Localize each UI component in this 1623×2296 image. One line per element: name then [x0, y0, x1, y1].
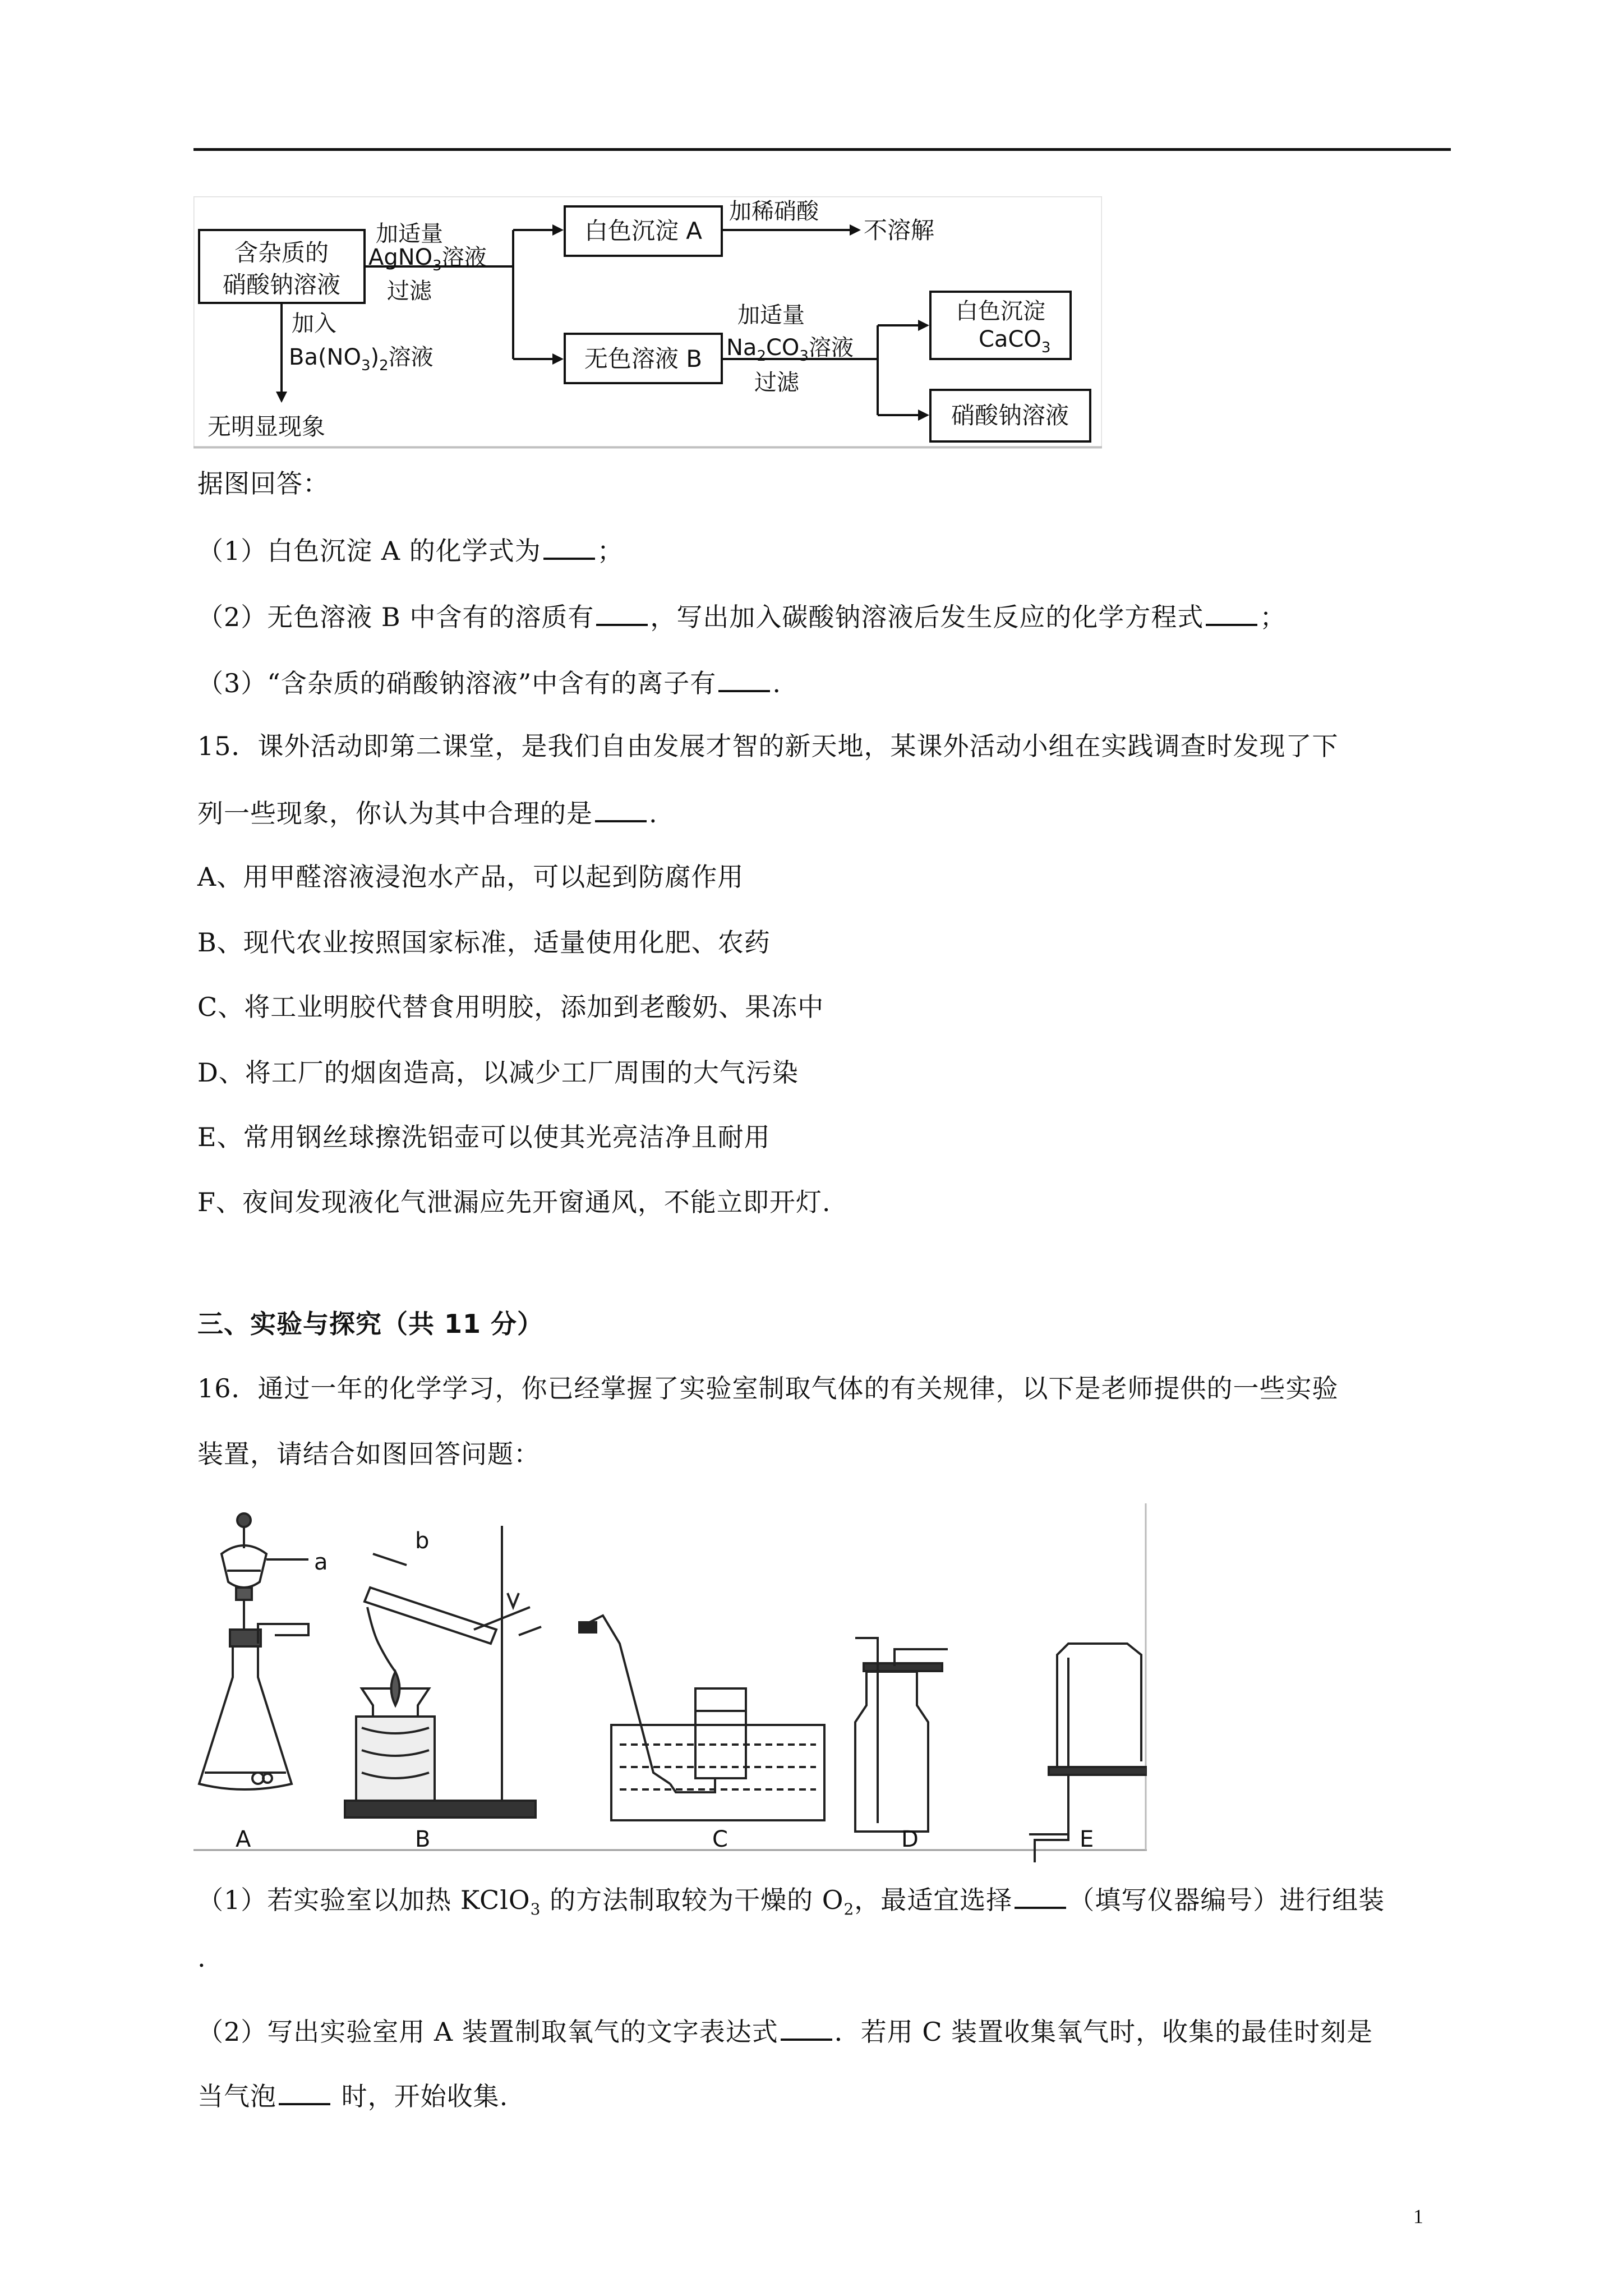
- apparatus-label-b: B: [415, 1826, 431, 1852]
- start-box-line1: 含杂质的: [234, 239, 329, 266]
- apparatus-label-e: E: [1080, 1826, 1094, 1852]
- answer-blank[interactable]: [279, 2078, 330, 2105]
- acid-label: 加稀硝酸: [729, 199, 819, 224]
- step1-label-3: 过滤: [387, 278, 432, 304]
- solution-b-label: 无色溶液 B: [584, 345, 703, 372]
- q16-part1-text: （1）若实验室以加热 KClO: [197, 1885, 531, 1915]
- q16-stem-line2: 装置，请结合如图回答问题：: [197, 1439, 540, 1469]
- q14-part1-end: ；: [597, 536, 624, 566]
- answer-blank[interactable]: [781, 2014, 832, 2041]
- nano3-label: 硝酸钠溶液: [951, 402, 1069, 429]
- q15-option-a: A、用甲醛溶液浸泡水产品，可以起到防腐作用: [197, 862, 744, 892]
- answer-blank[interactable]: [543, 533, 595, 560]
- q16-part1: [197, 1882, 1385, 1926]
- q16-part2-text2: ．若用 C 装置收集氧气时，收集的最佳时刻是: [834, 2017, 1373, 2047]
- part-label-b: b: [415, 1528, 430, 1554]
- step1-label-1: 加适量: [376, 221, 443, 247]
- down-label-2: $Ba(NO_3)_2$溶液: [289, 344, 434, 374]
- down-label-1: 加入: [292, 311, 336, 337]
- q14-part3-text: （3）“含杂质的硝酸钠溶液”中含有的离子有: [197, 668, 717, 698]
- q16-part2: [197, 2014, 1373, 2049]
- q14-part1: [197, 533, 624, 568]
- q15-option-b: B、现代农业按照国家标准，适量使用化肥、农药: [197, 927, 771, 958]
- q14-intro: 据图回答：: [197, 468, 329, 499]
- start-box-line2: 硝酸钠溶液: [222, 271, 341, 298]
- apparatus-label-a: A: [236, 1826, 251, 1852]
- q16-part1-text3: ，最适宜选择: [854, 1885, 1013, 1915]
- apparatus-label-c: C: [712, 1826, 728, 1852]
- q14-part3-end: .: [772, 668, 781, 698]
- q15-stem-text: 列一些现象，你认为其中合理的是: [197, 798, 593, 829]
- q16-part2-line2: [197, 2078, 508, 2113]
- q14-part2-end: ；: [1260, 602, 1287, 632]
- purification-flowchart: [193, 196, 1102, 449]
- answer-blank[interactable]: [1015, 1882, 1066, 1909]
- part-label-a: a: [314, 1549, 328, 1575]
- q14-part2-text2: ，写出加入碳酸钠溶液后发生反应的化学方程式: [650, 602, 1204, 632]
- answer-blank[interactable]: [596, 599, 648, 626]
- q14-part2: [197, 599, 1286, 634]
- q16-part2b-end: 时，开始收集.: [333, 2081, 509, 2111]
- q14-part3: [197, 665, 781, 700]
- step2-label-2: $Na_2CO_3$溶液: [726, 335, 854, 365]
- q15-stem-end: .: [649, 798, 658, 829]
- answer-blank[interactable]: [1206, 599, 1257, 626]
- header-rule: [193, 148, 1451, 151]
- caco3-label-2: CaCO$_3$: [979, 326, 1051, 356]
- answer-blank[interactable]: [595, 795, 647, 822]
- q15-option-d: D、将工厂的烟囱造高，以减少工厂周围的大气污染: [197, 1057, 799, 1088]
- acid-result: 不溶解: [864, 217, 935, 244]
- q16-part1-text4: （填写仪器编号）进行组装: [1068, 1885, 1385, 1915]
- q14-part1-text: （1）白色沉淀 A 的化学式为: [197, 536, 541, 566]
- q15-stem-line1: 15．课外活动即第二课堂，是我们自由发展才智的新天地，某课外活动小组在实践调查时发现了下: [197, 731, 1339, 761]
- step1-label-2: AgNO$_3$溶液: [368, 245, 487, 274]
- section-3-title: 三、实验与探究（共 11 分）: [197, 1309, 544, 1339]
- down-result: 无明显现象: [208, 413, 326, 440]
- q16-part2b-text: 当气泡: [197, 2081, 276, 2111]
- q16-stem-line1: 16．通过一年的化学学习，你已经掌握了实验室制取气体的有关规律，以下是老师提供的一些实验: [197, 1373, 1339, 1404]
- q15-stem-line2: [197, 795, 658, 830]
- subscript: 2: [843, 1900, 855, 1919]
- caco3-label-1: 白色沉淀: [956, 298, 1045, 324]
- q16-part1-tail: .: [197, 1943, 206, 1973]
- apparatus-label-d: D: [901, 1826, 919, 1852]
- q16-part2-text: （2）写出实验室用 A 装置制取氧气的文字表达式: [197, 2017, 778, 2047]
- step2-label-1: 加适量: [737, 302, 805, 328]
- q15-option-c: C、将工业明胶代替食用明胶，添加到老酸奶、果冻中: [197, 992, 824, 1022]
- q15-option-e: E、常用钢丝球擦洗铝壶可以使其光亮洁净且耐用: [197, 1122, 771, 1152]
- precipitate-a-label: 白色沉淀 A: [584, 217, 703, 245]
- q14-part2-text: （2）无色溶液 B 中含有的溶质有: [197, 602, 594, 632]
- step2-label-3: 过滤: [754, 370, 799, 395]
- subscript: 3: [530, 1900, 541, 1919]
- q16-part1-text2: 的方法制取较为干燥的 O: [541, 1885, 844, 1915]
- q15-option-f: F、夜间发现液化气泄漏应先开窗通风，不能立即开灯.: [197, 1187, 831, 1217]
- page-number: 1: [1413, 2205, 1423, 2228]
- answer-blank[interactable]: [718, 665, 770, 692]
- lab-apparatus-figure: [193, 1503, 1147, 1862]
